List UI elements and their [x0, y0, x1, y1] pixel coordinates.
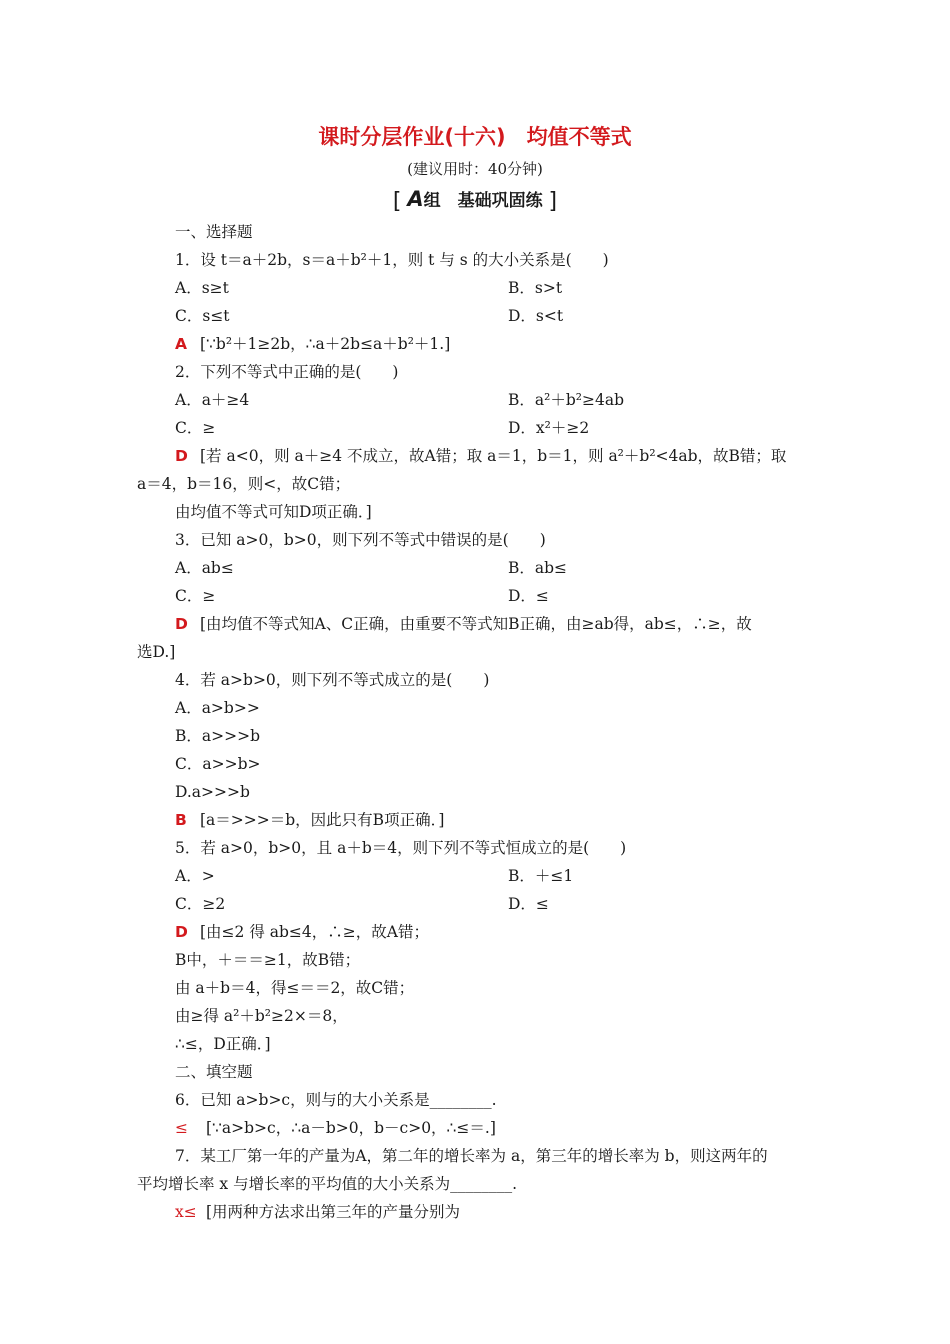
text-line: [0, 1116, 950, 1140]
line-text: 由≥得 a²＋b²≥2×＝8，: [175, 1007, 348, 1025]
answer-letter: B: [175, 811, 187, 829]
text-line: [0, 1004, 950, 1028]
group-label: 组 基础巩固练: [423, 191, 543, 211]
line-text: D.a>>>b: [175, 783, 250, 801]
text-line: [0, 640, 950, 664]
text-line: [0, 500, 950, 524]
group-heading: [0, 186, 950, 214]
text-line: [0, 864, 950, 888]
line-text: A．s≥t: [175, 279, 229, 297]
text-line: [0, 332, 950, 356]
line-text: C．≥2: [175, 895, 226, 913]
text-line: [0, 836, 950, 860]
time-suggestion: (建议用时：40分钟): [407, 160, 543, 178]
line-text: A．a>b>>: [175, 699, 260, 717]
line-text: 二、填空题: [175, 1063, 253, 1081]
text-line: [0, 696, 950, 720]
text-line: [0, 304, 950, 328]
text-line: [0, 388, 950, 412]
text-line: [0, 1060, 950, 1084]
line-text: 6．已知 a>b>c，则与的大小关系是________.: [175, 1091, 497, 1109]
line-text: [若 a<0，则 a＋≥4 不成立，故A错；取 a＝1，b＝1，则 a²＋b²<4ab，故B错；取: [200, 447, 787, 465]
text-line: [0, 416, 950, 440]
line-text: D．≤: [508, 587, 549, 605]
text-line: [0, 892, 950, 916]
text-line: [0, 808, 950, 832]
line-text: C．s≤t: [175, 307, 230, 325]
line-text: D．≤: [508, 895, 549, 913]
line-text: ∴≤，D正确．]: [175, 1035, 271, 1053]
text-line: [0, 528, 950, 552]
line-text: 2．下列不等式中正确的是( ): [175, 363, 399, 381]
line-text: [由≤2 得 ab≤4，∴≥，故A错；: [200, 923, 429, 941]
line-text: C．≥: [175, 419, 216, 437]
text-line: [0, 668, 950, 692]
page-title: 课时分层作业(十六) 均值不等式: [318, 125, 632, 149]
line-text: B．a>>>b: [175, 727, 261, 745]
line-text: D．x²＋≥2: [508, 419, 590, 437]
line-text: 4．若 a>b>0，则下列不等式成立的是( ): [175, 671, 490, 689]
line-text: 1．设 t＝a＋2b，s＝a＋b²＋1，则 t 与 s 的大小关系是( ): [175, 251, 609, 269]
line-text: a＝4，b＝16，则<，故C错；: [137, 475, 351, 493]
line-text: B．a²＋b²≥4ab: [508, 391, 624, 409]
line-text: A．>: [175, 867, 215, 885]
line-text: 平均增长率 x 与增长率的平均值的大小关系为________.: [137, 1175, 518, 1193]
answer-letter: D: [175, 447, 188, 465]
line-text: A．ab≤: [175, 559, 234, 577]
text-line: [0, 724, 950, 748]
group-letter: A: [407, 187, 424, 211]
group-bracket-left: [: [392, 189, 402, 214]
line-text: B．ab≤: [508, 559, 568, 577]
text-line: [0, 1088, 950, 1112]
text-line: [0, 1200, 950, 1224]
line-text: 7．某工厂第一年的产量为A，第二年的增长率为 a，第三年的增长率为 b，则这两年的: [175, 1147, 768, 1165]
text-line: [0, 948, 950, 972]
line-text: C．a>>b>: [175, 755, 261, 773]
line-text: A．a＋≥4: [175, 391, 250, 409]
line-text: 3．已知 a>0，b>0，则下列不等式中错误的是( ): [175, 531, 546, 549]
text-line: [0, 276, 950, 300]
line-text: D．s<t: [508, 307, 564, 325]
text-line: [0, 752, 950, 776]
text-line: [0, 248, 950, 272]
answer-letter: A: [175, 335, 187, 353]
text-line: [0, 920, 950, 944]
text-line: [0, 612, 950, 636]
text-line: [0, 360, 950, 384]
answer-text: ≤: [175, 1119, 188, 1137]
line-text: [a＝>>>＝b，因此只有B项正确．]: [200, 811, 445, 829]
text-line: [0, 556, 950, 580]
answer-letter: D: [175, 615, 188, 633]
answer-text: x≤: [175, 1203, 197, 1221]
line-text: 一、选择题: [175, 223, 253, 241]
text-line: [0, 584, 950, 608]
line-text: 由 a＋b＝4，得≤＝＝2，故C错；: [175, 979, 415, 997]
text-line: [0, 1144, 950, 1168]
line-text: 5．若 a>0，b>0，且 a＋b＝4，则下列不等式恒成立的是( ): [175, 839, 627, 857]
line-text: [∵a>b>c，∴a－b>0，b－c>0，∴≤＝.]: [206, 1119, 496, 1137]
line-text: B中，＋＝＝≥1，故B错；: [175, 951, 361, 969]
line-text: [用两种方法求出第三年的产量分别为: [206, 1203, 461, 1221]
line-text: C．≥: [175, 587, 216, 605]
line-text: [∵b²＋1≥2b，∴a＋2b≤a＋b²＋1.]: [200, 335, 451, 353]
text-line: [0, 444, 950, 468]
group-bracket-right: ]: [548, 189, 558, 214]
text-line: [0, 780, 950, 804]
line-text: [由均值不等式知A、C正确，由重要不等式知B正确，由≥ab得，ab≤，∴≥，故: [200, 615, 752, 633]
text-line: [0, 1032, 950, 1056]
line-text: B．＋≤1: [508, 867, 574, 885]
line-text: 由均值不等式可知D项正确．]: [175, 503, 372, 521]
line-text: B．s>t: [508, 279, 563, 297]
text-line: [0, 1172, 950, 1196]
line-text: 选D.]: [137, 643, 176, 661]
text-line: [0, 472, 950, 496]
text-line: [0, 976, 950, 1000]
answer-letter: D: [175, 923, 188, 941]
text-line: [0, 220, 950, 244]
